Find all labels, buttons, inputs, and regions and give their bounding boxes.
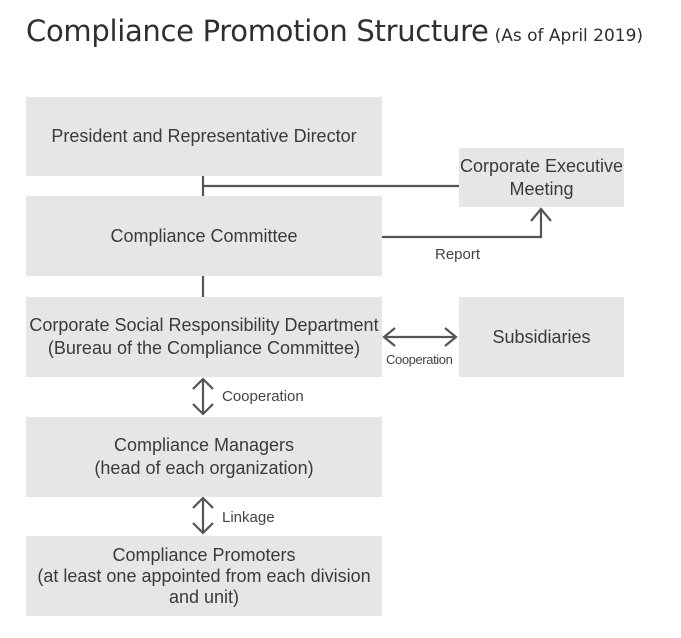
csr-department-label-line1: Corporate Social Responsibility Department <box>29 315 379 335</box>
linkage-label: Linkage <box>222 509 275 526</box>
managers-box <box>26 417 382 497</box>
committee-box <box>26 196 382 276</box>
executive-meeting-label-line1: Corporate Executive <box>459 155 624 176</box>
executive-meeting-box <box>459 148 624 207</box>
promoters-label-line3: and unit) <box>168 586 240 607</box>
csr-department-label-line2: (Bureau of the Compliance Committee) <box>47 338 361 358</box>
managers-label-line1: Compliance Managers <box>113 435 295 455</box>
executive-meeting-label-line2: Meeting <box>509 178 574 199</box>
promoters-box <box>26 536 382 616</box>
subsidiaries-label: Subsidiaries <box>492 326 591 347</box>
cooperation-managers-label: Cooperation <box>222 388 304 405</box>
cooperation-subsidiaries-label: Cooperation <box>386 352 453 367</box>
promoters-label-line2: (at least one appointed from each division <box>37 565 371 586</box>
report-arrow-line <box>382 210 541 237</box>
managers-label-line2: (head of each organization) <box>94 458 314 478</box>
title-date: (As of April 2019) <box>494 26 644 46</box>
report-label: Report <box>435 246 481 263</box>
president-box <box>26 97 382 176</box>
committee-label: Compliance Committee <box>110 225 298 246</box>
promoters-label-line1: Compliance Promoters <box>112 544 296 565</box>
president-label: President and Representative Director <box>51 126 357 146</box>
subsidiaries-box <box>459 297 624 377</box>
csr-department-box <box>26 297 382 377</box>
title-main: Compliance Promotion Structure <box>26 14 489 48</box>
